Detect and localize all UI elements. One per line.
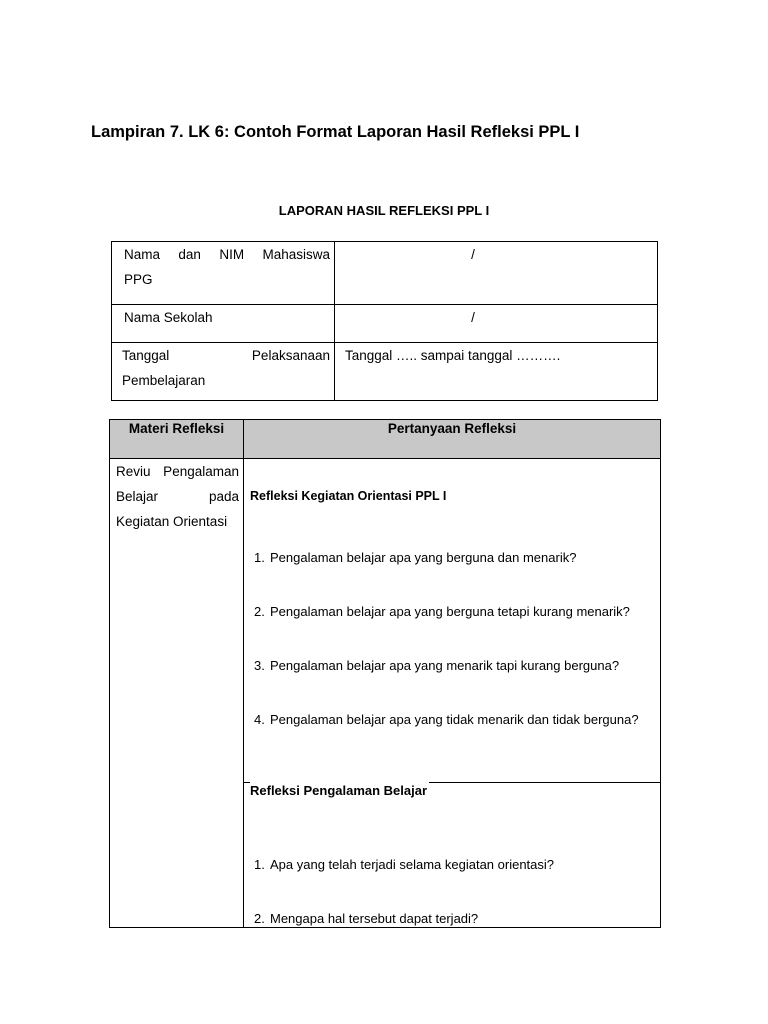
materi-line-2: Belajar pada <box>116 489 239 504</box>
question-number: 3. <box>254 658 265 673</box>
question-number: 2. <box>254 604 265 619</box>
identity-label-school <box>112 305 335 343</box>
identity-row-name-nim <box>112 242 658 305</box>
identity-row-school <box>112 305 658 343</box>
question-text: Pengalaman belajar apa yang menarik tapi kurang berguna? <box>270 658 620 673</box>
materi-line-1: Reviu Pengalaman <box>116 464 239 479</box>
identity-label-name-nim-line1: Nama dan NIM Mahasiswa <box>124 247 330 262</box>
identity-table <box>111 241 658 401</box>
section1-question-2 <box>254 603 659 620</box>
identity-label-date-line1: Tanggal Pelaksanaan <box>122 348 330 363</box>
reflection-header-row <box>110 420 661 459</box>
question-text: Pengalaman belajar apa yang tidak menarik dan tidak berguna? <box>270 712 639 727</box>
identity-row-date <box>112 343 658 401</box>
question-number: 4. <box>254 712 265 727</box>
section1-question-4 <box>254 711 644 728</box>
identity-value-school-text: / <box>471 310 475 325</box>
question-number: 1. <box>254 550 265 565</box>
identity-label-school-text: Nama Sekolah <box>124 310 213 325</box>
reflection-table <box>109 419 661 928</box>
report-subtitle: LAPORAN HASIL REFLEKSI PPL I <box>278 203 490 218</box>
identity-value-name-nim-text: / <box>471 247 475 262</box>
materi-cell <box>110 459 244 928</box>
question-text: Pengalaman belajar apa yang berguna dan menarik? <box>270 550 577 565</box>
questions-cell <box>244 459 661 928</box>
question-number: 2. <box>254 911 265 926</box>
materi-line-3: Kegiatan Orientasi <box>116 514 228 529</box>
reflection-body-row <box>110 459 661 928</box>
header-pertanyaan-refleksi: Pertanyaan Refleksi <box>244 420 661 459</box>
identity-value-date[interactable] <box>335 343 658 401</box>
identity-label-date <box>112 343 335 401</box>
question-text: Mengapa hal tersebut dapat terjadi? <box>270 911 479 926</box>
identity-label-name-nim-line2: PPG <box>124 272 153 287</box>
section1-heading: Refleksi Kegiatan Orientasi PPL I <box>250 489 447 503</box>
section1-question-3 <box>254 657 659 674</box>
section2-question-2 <box>254 910 659 927</box>
section1-question-1 <box>254 549 659 566</box>
identity-value-date-text: Tanggal ….. sampai tanggal ………. <box>345 348 561 363</box>
question-text: Pengalaman belajar apa yang berguna tetapi kurang menarik? <box>270 604 630 619</box>
question-text: Apa yang telah terjadi selama kegiatan orientasi? <box>270 857 555 872</box>
section2-question-1 <box>254 856 659 873</box>
identity-label-name-nim <box>112 242 335 305</box>
identity-label-date-line2: Pembelajaran <box>122 373 206 388</box>
question-number: 1. <box>254 857 265 872</box>
identity-value-name-nim[interactable] <box>335 242 658 305</box>
identity-value-school[interactable] <box>335 305 658 343</box>
section2-heading: Refleksi Pengalaman Belajar <box>250 783 428 798</box>
page-title: Lampiran 7. LK 6: Contoh Format Laporan Hasil Refleksi PPL I <box>91 123 580 141</box>
header-materi-refleksi: Materi Refleksi <box>110 420 244 459</box>
